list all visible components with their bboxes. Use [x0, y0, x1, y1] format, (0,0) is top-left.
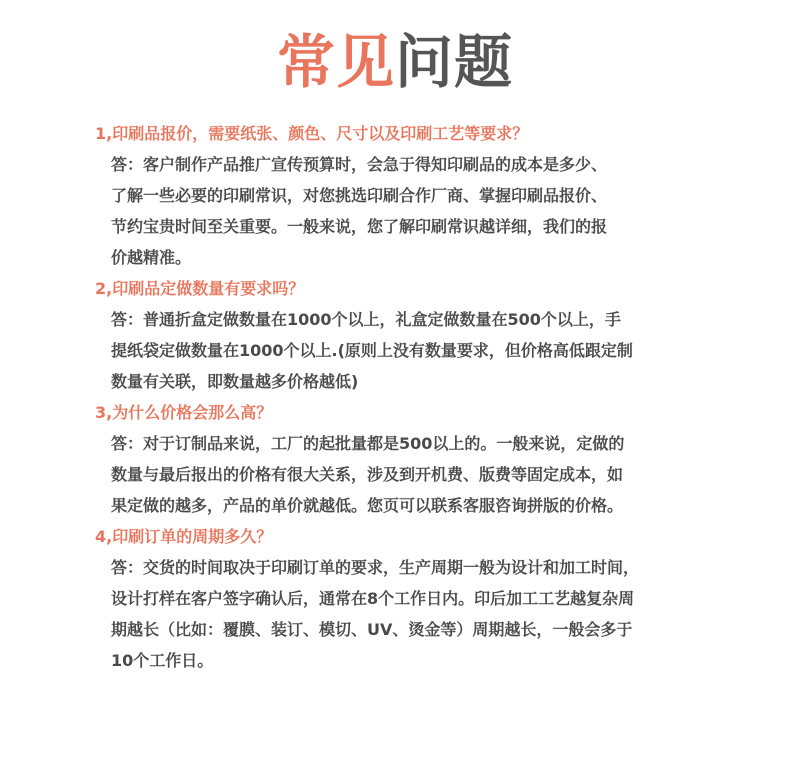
faq-list [95, 118, 725, 676]
faq-item-2 [95, 273, 725, 397]
answer-line: 提纸袋定做数量在1000个以上.(原则上没有数量要求，但价格高低跟定制 [111, 341, 633, 360]
title-dark-text: 问题 [395, 28, 514, 96]
page-title [0, 26, 790, 98]
answer-line: 果定做的越多，产品的单价就越低。您页可以联系客服咨询拼版的价格。 [111, 496, 624, 515]
faq-question: 1,印刷品报价，需要纸张、颜色、尺寸以及印刷工艺等要求？ [95, 124, 529, 143]
answer-line: 数量与最后报出的价格有很大关系，涉及到开机费、版费等固定成本，如 [111, 465, 624, 484]
faq-answer [95, 552, 707, 676]
answer-line: 答：客户制作产品推广宣传预算时，会急于得知印刷品的成本是多少、 [111, 155, 608, 174]
answer-line: 答：普通折盒定做数量在1000个以上，礼盒定做数量在500个以上，手 [111, 310, 621, 329]
answer-line: 价越精准。 [111, 248, 192, 267]
faq-question: 4,印刷订单的周期多久？ [95, 527, 273, 546]
answer-line: 节约宝贵时间至关重要。一般来说，您了解印刷常识越详细，我们的报 [111, 217, 608, 236]
faq-question: 3,为什么价格会那么高？ [95, 403, 273, 422]
answer-line: 10个工作日。 [111, 651, 214, 670]
faq-answer [95, 304, 707, 397]
faq-question: 2,印刷品定做数量有要求吗？ [95, 279, 305, 298]
faq-item-4 [95, 521, 725, 676]
title-accent-text: 常见 [276, 28, 395, 96]
faq-item-1 [95, 118, 725, 273]
faq-answer [95, 428, 707, 521]
answer-line: 期越长（比如：覆膜、装订、模切、UV、烫金等）周期越长，一般会多于 [111, 620, 633, 639]
answer-line: 设计打样在客户签字确认后，通常在8个工作日内。印后加工工艺越复杂周 [111, 589, 635, 608]
faq-item-3 [95, 397, 725, 521]
answer-line: 数量有关联，即数量越多价格越低) [111, 372, 359, 391]
answer-line: 答：交货的时间取决于印刷订单的要求，生产周期一般为设计和加工时间， [111, 558, 640, 577]
faq-answer [95, 149, 707, 273]
answer-line: 答：对于订制品来说，工厂的起批量都是500以上的。一般来说，定做的 [111, 434, 625, 453]
answer-line: 了解一些必要的印刷常识，对您挑选印刷合作厂商、掌握印刷品报价、 [111, 186, 608, 205]
